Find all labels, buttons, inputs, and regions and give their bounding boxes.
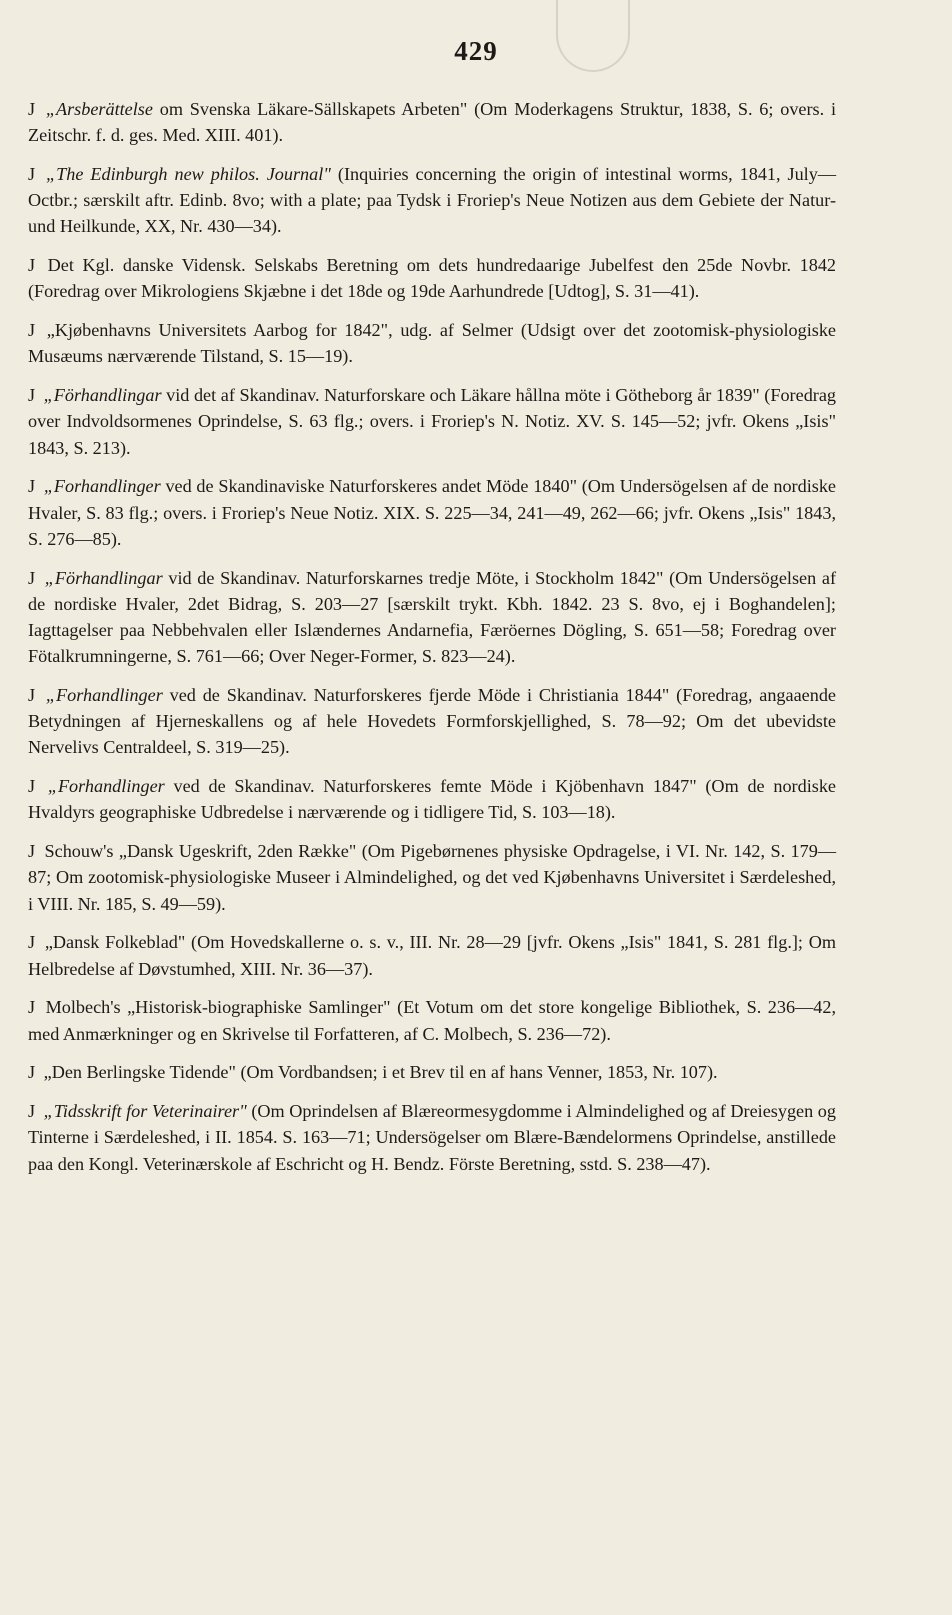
entry-text: (Om Pigebørnenes physiske Opdragelse, i VI. Nr. 142, S. 179—87; Om zootomisk-physiologiske Museer i Almindelighed, og det ved Kjøbenhavns Universitet i Særdeleshed, i VIII. Nr. 185, S. 49—59). <box>28 841 837 914</box>
entry-mark: J <box>28 1062 36 1083</box>
entry-title: „Förhandlingar <box>44 567 163 588</box>
bibliography-entry <box>28 994 836 1046</box>
entry-title: „Forhandlinger <box>45 685 163 706</box>
entry-mark: J <box>28 164 36 184</box>
bibliography-entry <box>28 682 836 761</box>
bibliography-list <box>28 96 836 1189</box>
entry-mark: J <box>28 685 36 706</box>
entry-title: Molbech's „Historisk-biographiske Samlinger" <box>45 997 391 1018</box>
entry-title: „Forhandlinger <box>47 776 165 797</box>
entry-mark: J <box>28 1101 36 1122</box>
entry-text: om dets hundredaarige Jubelfest den 25de Novbr. 1842 (Foredrag over Mikrologiens Skjæbne i det 18de og 19de Aarhundrede [Udtog], S. 31—41). <box>28 255 837 302</box>
entry-text: vid de Skandinav. Naturforskarnes tredje Möte, i Stockholm 1842" (Om Undersögelsen af de nordiske Hvaler, 2det Bidrag, S. 203—27 [særskilt trykt. Kbh. 1842. 23 S. 8vo, ej i Boghandelen]; Iagttagelser paa Nebbehvalen eller Islændernes Andarnefia, Færöernes Dögling, S. 651—58; Foredrag over Fötalkrumningerne, S. 761—66; Over Neger-Former, S. 823—24). <box>28 567 836 667</box>
entry-text: ved de Skandinaviske Naturforskeres andet Möde 1840" (Om Undersögelsen af de nordiske Hvaler, S. 83 flg.; overs. i Froriep's Neue Notiz. XIX. S. 225—34, 241—49, 262—66; jvfr. Okens „Isis" 1843, S. 276—85). <box>28 476 837 549</box>
entry-title: „Dansk Folkeblad" <box>44 932 186 953</box>
entry-title: „The Edinburgh new philos. Journal" <box>46 164 331 184</box>
bibliography-entry <box>28 161 836 240</box>
bibliography-entry <box>28 473 836 552</box>
bibliography-entry <box>28 773 836 825</box>
entry-mark: J <box>28 567 36 588</box>
entry-text: udg. af Selmer (Udsigt over det zootomisk-physiologiske Musæums nærværende Tilstand, S. 15—19). <box>28 320 836 367</box>
entry-mark: J <box>28 255 36 276</box>
entry-mark: J <box>28 932 36 953</box>
entry-text: om Svenska Läkare-Sällskapets Arbeten" (Om Moderkagens Struktur, 1838, S. 6; overs. i Zeitschr. f. d. ges. Med. XIII. 401). <box>28 99 837 146</box>
entry-mark: J <box>28 841 36 862</box>
entry-title: „Den Berlingske Tidende" <box>43 1062 236 1083</box>
entry-text: (Et Votum om det store kongelige Bibliothek, S. 236—42, med Anmærkninger og en Skrivelse til Forfatteren, af C. Molbech, S. 236—72). <box>28 997 836 1044</box>
entry-mark: J <box>28 320 36 341</box>
entry-title: „Förhandlingar <box>43 385 162 406</box>
entry-mark: J <box>28 99 36 119</box>
entry-text: vid det af Skandinav. Naturforskare och Läkare hållna möte i Götheborg år 1839" (Foredrag over Indvoldsormenes Oprindelse, S. 63 flg.; overs. i Froriep's N. Notiz. XV. S. 145—52; jvfr. Okens „Isis" 1843, S. 213). <box>28 385 837 458</box>
bibliography-entry <box>28 1059 836 1085</box>
entry-title: „Forhandlinger <box>43 476 161 497</box>
entry-text: (Om Vordbandsen; i et Brev til en af hans Venner, 1853, Nr. 107). <box>240 1062 718 1083</box>
entry-title: Schouw's „Dansk Ugeskrift, 2den Række" <box>44 841 357 862</box>
entry-title: „Kjøbenhavns Universitets Aarbog for 1842", <box>46 320 393 341</box>
entry-mark: J <box>28 997 36 1018</box>
entry-title: Det Kgl. danske Vidensk. Selskabs Beretning <box>47 255 399 276</box>
bibliography-entry <box>28 838 836 917</box>
entry-mark: J <box>28 776 36 797</box>
entry-text: ved de Skandinav. Naturforskeres femte Möde i Kjöbenhavn 1847" (Om de nordiske Hvaldyrs geographiske Udbredelse i nærværende og i tidligere Tid, S. 103—18). <box>28 776 836 823</box>
entry-text: (Inquiries concerning the origin of intestinal worms, 1841, July—Octbr.; særskilt aftr. Edinb. 8vo; with a plate; paa Tydsk i Froriep's Neue Notizen aus dem Gebiete der Natur- und Heilkunde, XX, Nr. 430—34). <box>28 164 837 237</box>
entry-mark: J <box>28 476 36 497</box>
entry-text: (Om Oprindelsen af Blæreormesygdomme i Almindelighed og af Dreiesygen og Tinterne i Særdeleshed, i II. 1854. S. 163—71; Undersögelser om Blære-Bændelormens Oprindelse, anstillede paa den Kongl. Veterinærskole af Eschricht og H. Bendz. Förste Beretning, sstd. S. 238—47). <box>28 1101 836 1174</box>
entry-title: „Tidsskrift for Veterinairer" <box>43 1101 247 1122</box>
bibliography-entry <box>28 317 836 369</box>
entry-title: „Arsberättelse <box>45 99 153 119</box>
entry-mark: J <box>28 385 36 406</box>
entry-text: (Om Hovedskallerne o. s. v., III. Nr. 28—29 [jvfr. Okens „Isis" 1841, S. 281 flg.]; Om Helbredelse af Døvstumhed, XIII. Nr. 36—37). <box>28 932 837 979</box>
entry-text: ved de Skandinav. Naturforskeres fjerde Möde i Christiania 1844" (Foredrag, angaaende Betydningen af Hjerneskallens og af hele Hovedets Formforskjellighed, S. 78—92; Om det ubevidste Nervelivs Centraldeel, S. 319—25). <box>28 685 837 758</box>
bibliography-entry <box>28 929 836 981</box>
bibliography-entry <box>28 565 836 670</box>
page-number: 429 <box>454 36 498 66</box>
bibliography-entry <box>28 1098 836 1177</box>
bibliography-entry <box>28 96 836 148</box>
bibliography-entry <box>28 382 836 461</box>
bibliography-entry <box>28 252 836 304</box>
